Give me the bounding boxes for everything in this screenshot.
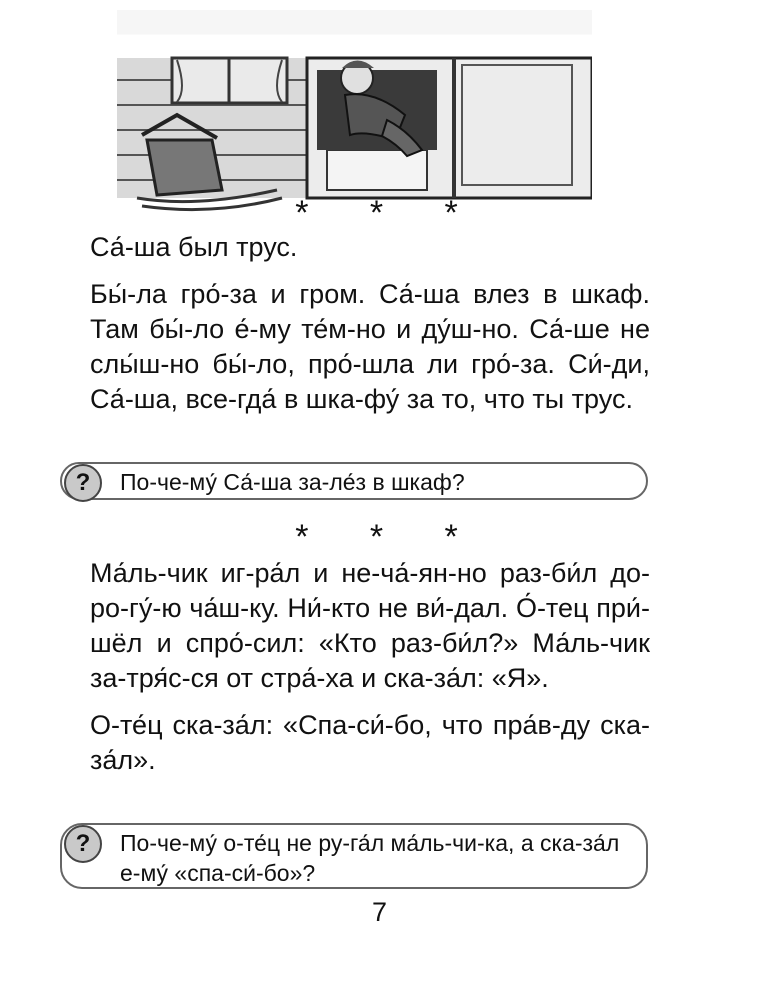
question-mark-icon: ? bbox=[64, 464, 102, 502]
section-separator: * * * bbox=[295, 518, 484, 556]
story-2-paragraph-2: О-те́ц ска-за́л: «Спа-си́-бо, что пра́в-ду ска-за́л». bbox=[90, 710, 650, 775]
story-1-paragraph: Бы́-ла гро́-за и гром. Са́-ша влез в шкаф. Там бы́-ло е́-му те́м-но и ду́ш-но. Са́-ше не слы́ш-но бы́-ло, про́-шла ли гро́-за. Си́-ди, Са́-ша, все-гда́ в шка-фу́ за то, что ты трус. bbox=[90, 279, 650, 414]
page-number: 7 bbox=[371, 897, 388, 927]
question-2-text: По-че-му́ о-те́ц не ру-га́л ма́ль-чи-ка, а ска-за́л е-му́ «спа-си́-бо»? bbox=[120, 830, 620, 886]
question-box-2 bbox=[60, 823, 648, 889]
story-2-paragraph-1: Ма́ль-чик иг-ра́л и не-ча́-ян-но раз-би́л до-ро-гу́-ю ча́ш-ку. Ни́-кто не ви́-дал. О́-тец при́-шёл и спро́-сил: «Кто раз-би́л?» Ма́ль-чик за-тря́с-ся от стра́-ха и ска-за́л: «Я». bbox=[90, 558, 650, 693]
story-2 bbox=[90, 556, 650, 790]
question-1-text: По-че-му́ Са́-ша за-ле́з в шкаф? bbox=[120, 469, 465, 495]
section-separator: * * * bbox=[295, 194, 484, 232]
question-mark-icon: ? bbox=[64, 825, 102, 863]
story-1-title-line: Са́-ша был трус. bbox=[90, 232, 298, 262]
story-1 bbox=[90, 230, 650, 429]
question-box-1 bbox=[60, 462, 648, 500]
